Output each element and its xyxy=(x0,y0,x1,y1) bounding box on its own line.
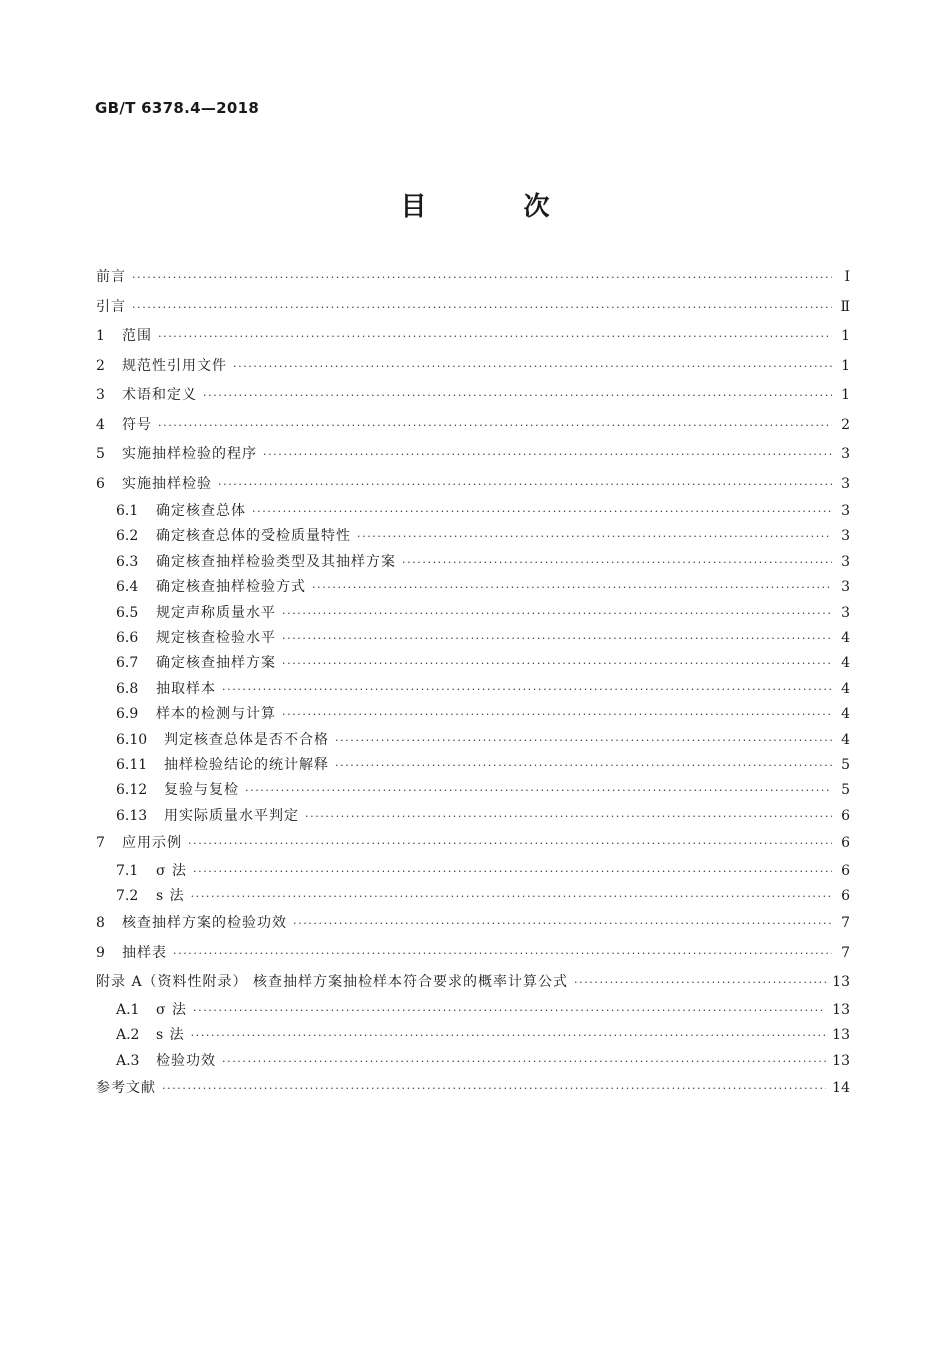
dot-leader xyxy=(335,753,832,778)
toc-entry-page: 3 xyxy=(841,446,850,462)
toc-entry[interactable] xyxy=(96,939,850,969)
toc-entry-number: 5 xyxy=(96,446,105,462)
toc-entry-page: Ⅱ xyxy=(840,298,850,315)
toc-entry-page: 1 xyxy=(841,387,850,403)
toc-entry[interactable] xyxy=(96,1023,850,1048)
toc-entry-page: 4 xyxy=(841,655,850,672)
toc-entry-number: 6.6 xyxy=(116,629,139,646)
toc-entry-page: 3 xyxy=(841,553,850,570)
toc-entry[interactable] xyxy=(96,804,850,829)
toc-entry-label: 前言 xyxy=(96,269,126,285)
dot-leader xyxy=(282,601,832,626)
dot-leader xyxy=(158,322,832,352)
dot-leader xyxy=(574,968,826,998)
dot-leader xyxy=(263,440,832,470)
toc-entry-label: 范围 xyxy=(122,328,152,344)
toc-entry-page: 4 xyxy=(841,706,850,723)
toc-entry-label: 核查抽样方案的检验功效 xyxy=(122,915,287,932)
toc-entry-label: 规定声称质量水平 xyxy=(156,604,276,621)
toc-entry-label: s 法 xyxy=(156,887,185,904)
toc-entry[interactable] xyxy=(96,753,850,778)
toc-entry[interactable] xyxy=(96,601,850,626)
toc-entry-label: 抽样表 xyxy=(122,944,167,961)
toc-entry[interactable] xyxy=(96,411,850,441)
dot-leader xyxy=(245,778,832,803)
toc-entry-page: 13 xyxy=(832,1001,850,1018)
toc-entry-label: 实施抽样检验 xyxy=(122,475,212,492)
toc-entry-page: 13 xyxy=(832,1052,850,1069)
toc-entry-number: 6.1 xyxy=(116,502,139,519)
toc-entry-page: 2 xyxy=(841,416,850,433)
toc-entry-page: 3 xyxy=(841,579,850,596)
toc-entry[interactable] xyxy=(96,829,850,859)
toc-entry-number: 6.4 xyxy=(116,579,139,596)
toc-entry-label: 引言 xyxy=(96,298,126,315)
toc-entry[interactable] xyxy=(96,677,850,702)
toc-entry-number: 9 xyxy=(96,944,105,961)
toc-entry[interactable] xyxy=(96,884,850,909)
dot-leader xyxy=(282,702,832,727)
toc-entry-label: 术语和定义 xyxy=(122,387,197,403)
toc-entry-label: 附录 A（资料性附录） 核查抽样方案抽检样本符合要求的概率计算公式 xyxy=(96,974,569,991)
toc-entry-label: 抽样检验结论的统计解释 xyxy=(164,756,329,773)
dot-leader xyxy=(282,651,832,676)
toc-entry-label: 参考文献 xyxy=(96,1080,156,1097)
toc-entry-page: 6 xyxy=(841,807,850,824)
toc-entry-label: σ 法 xyxy=(156,862,188,879)
toc-entry[interactable] xyxy=(96,440,850,470)
toc-entry-page: 3 xyxy=(841,604,850,621)
toc-entry[interactable] xyxy=(96,1074,850,1104)
toc-entry-page: 6 xyxy=(841,887,850,904)
toc-entry-label: 应用示例 xyxy=(122,835,182,852)
toc-entry-page: 4 xyxy=(841,680,850,697)
toc-entry-label: 确定核查抽样检验方式 xyxy=(156,579,306,596)
toc-entry-number: A.3 xyxy=(116,1052,140,1069)
dot-leader xyxy=(132,263,832,293)
toc-entry-label: 确定核查总体的受检质量特性 xyxy=(156,528,351,545)
toc-entry[interactable] xyxy=(96,859,850,884)
toc-entry-number: 6.10 xyxy=(116,731,148,748)
toc-entry-page: 4 xyxy=(841,629,850,646)
toc-entry-label: 检验功效 xyxy=(156,1052,216,1069)
toc-entry-label: σ 法 xyxy=(156,1001,188,1018)
toc-entry-number: 6.7 xyxy=(116,655,139,672)
toc-entry[interactable] xyxy=(96,998,850,1023)
toc-entry-number: A.2 xyxy=(116,1027,140,1044)
toc-entry-number: 8 xyxy=(96,915,105,932)
toc-entry-number: 6 xyxy=(96,475,105,492)
dot-leader xyxy=(305,804,832,829)
toc-entry-label: 确定核查抽样方案 xyxy=(156,655,276,672)
toc-entry-number: 1 xyxy=(96,328,105,344)
toc-entry[interactable] xyxy=(96,626,850,651)
toc-entry-page: 1 xyxy=(841,328,850,344)
toc-entry-page: Ⅰ xyxy=(844,269,850,285)
toc-entry-label: 抽取样本 xyxy=(156,680,216,697)
dot-leader xyxy=(162,1074,826,1104)
toc-entry-number: 7 xyxy=(96,835,105,852)
toc-entry-label: 用实际质量水平判定 xyxy=(164,807,299,824)
toc-entry-number: 6.3 xyxy=(116,553,139,570)
toc-entry-number: 3 xyxy=(96,387,105,403)
page-title: 目 次 xyxy=(400,192,594,222)
toc-entry-page: 3 xyxy=(841,502,850,519)
toc-entry-number: 2 xyxy=(96,357,105,374)
dot-leader xyxy=(233,352,832,382)
dot-leader xyxy=(222,677,832,702)
toc-entry-number: 6.11 xyxy=(116,756,148,773)
toc-entry[interactable] xyxy=(96,322,850,352)
dot-leader xyxy=(193,859,832,884)
dot-leader xyxy=(188,829,832,859)
dot-leader xyxy=(252,499,832,524)
dot-leader xyxy=(173,939,832,969)
dot-leader xyxy=(193,998,826,1023)
table-of-contents xyxy=(96,263,850,1104)
toc-entry-label: 规范性引用文件 xyxy=(122,357,227,374)
dot-leader xyxy=(203,381,832,411)
dot-leader xyxy=(402,550,832,575)
standard-code: GB/T 6378.4—2018 xyxy=(95,99,260,117)
toc-entry-number: 6.5 xyxy=(116,604,139,621)
dot-leader xyxy=(357,524,832,549)
dot-leader xyxy=(312,575,832,600)
toc-entry[interactable] xyxy=(96,968,850,998)
toc-entry-number: 4 xyxy=(96,416,105,433)
toc-entry-page: 3 xyxy=(841,528,850,545)
toc-entry-page: 14 xyxy=(832,1080,850,1097)
toc-entry[interactable] xyxy=(96,575,850,600)
toc-entry-number: 6.2 xyxy=(116,528,139,545)
toc-entry-number: 7.2 xyxy=(116,887,139,904)
toc-entry-page: 7 xyxy=(841,915,850,932)
dot-leader xyxy=(293,909,832,939)
toc-entry[interactable] xyxy=(96,524,850,549)
toc-entry[interactable] xyxy=(96,293,850,323)
toc-entry-page: 6 xyxy=(841,862,850,879)
toc-entry[interactable] xyxy=(96,550,850,575)
dot-leader xyxy=(222,1049,826,1074)
dot-leader xyxy=(218,470,832,500)
toc-entry-number: A.1 xyxy=(116,1001,140,1018)
toc-entry-page: 13 xyxy=(832,1027,850,1044)
toc-entry-number: 7.1 xyxy=(116,862,139,879)
toc-entry-page: 1 xyxy=(841,357,850,374)
toc-entry-label: 复验与复检 xyxy=(164,782,239,799)
toc-entry-number: 6.9 xyxy=(116,706,139,723)
toc-entry[interactable] xyxy=(96,651,850,676)
toc-entry-page: 5 xyxy=(841,756,850,773)
toc-entry-number: 6.13 xyxy=(116,807,148,824)
toc-entry[interactable] xyxy=(96,1049,850,1074)
toc-entry-label: 符号 xyxy=(122,416,152,433)
toc-entry[interactable] xyxy=(96,778,850,803)
toc-entry-label: 确定核查抽样检验类型及其抽样方案 xyxy=(156,553,396,570)
toc-entry-label: 实施抽样检验的程序 xyxy=(122,446,257,462)
dot-leader xyxy=(158,411,832,441)
toc-entry[interactable] xyxy=(96,381,850,411)
dot-leader xyxy=(335,728,832,753)
dot-leader xyxy=(191,884,832,909)
toc-entry[interactable] xyxy=(96,728,850,753)
toc-entry-label: 样本的检测与计算 xyxy=(156,706,276,723)
toc-entry[interactable] xyxy=(96,702,850,727)
toc-entry-number: 6.12 xyxy=(116,782,148,799)
toc-entry-number: 6.8 xyxy=(116,680,139,697)
toc-entry-page: 6 xyxy=(841,835,850,852)
dot-leader xyxy=(282,626,832,651)
toc-entry[interactable] xyxy=(96,352,850,382)
toc-entry[interactable] xyxy=(96,470,850,500)
dot-leader xyxy=(191,1023,827,1048)
toc-entry-label: s 法 xyxy=(156,1027,185,1044)
toc-entry-page: 3 xyxy=(841,475,850,492)
toc-entry[interactable] xyxy=(96,263,850,293)
toc-entry-page: 13 xyxy=(832,974,850,991)
toc-entry-label: 确定核查总体 xyxy=(156,502,246,519)
toc-entry[interactable] xyxy=(96,909,850,939)
dot-leader xyxy=(132,293,832,323)
toc-entry-page: 5 xyxy=(841,782,850,799)
toc-entry-page: 4 xyxy=(841,731,850,748)
toc-entry[interactable] xyxy=(96,499,850,524)
toc-entry-page: 7 xyxy=(841,944,850,961)
toc-entry-label: 规定核查检验水平 xyxy=(156,629,276,646)
toc-entry-label: 判定核查总体是否不合格 xyxy=(164,731,329,748)
